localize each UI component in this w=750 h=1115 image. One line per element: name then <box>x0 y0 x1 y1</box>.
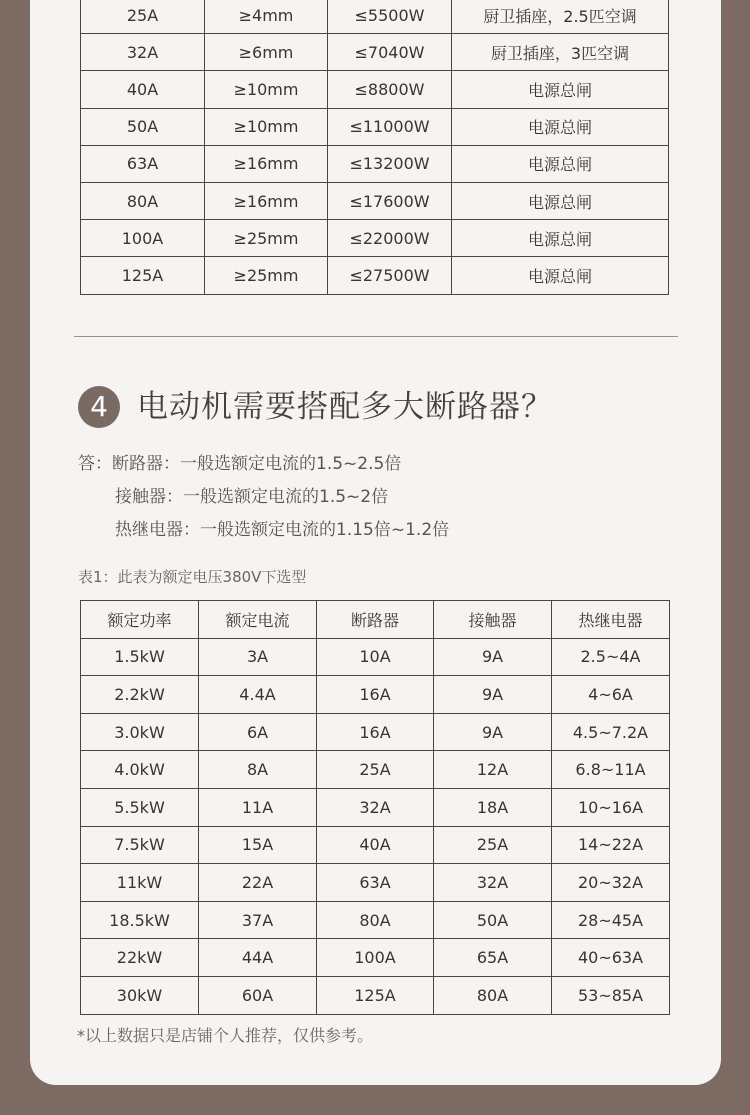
table-row <box>81 751 670 789</box>
table-cell: 8A <box>199 751 317 789</box>
table-cell: 53~85A <box>552 976 670 1014</box>
table-cell: 电源总闸 <box>452 257 669 294</box>
table-cell: 6.8~11A <box>552 751 670 789</box>
table-cell: 18.5kW <box>81 901 199 939</box>
table-cell: 电源总闸 <box>452 108 669 145</box>
table-cell: 28~45A <box>552 901 670 939</box>
table-cell: 80A <box>317 901 434 939</box>
table-cell: 125A <box>317 976 434 1014</box>
table-cell: ≤5500W <box>328 0 452 34</box>
table-row <box>81 901 670 939</box>
table-row <box>81 182 669 219</box>
table-cell: 16A <box>317 676 434 714</box>
table-row <box>81 788 670 826</box>
table-row <box>81 0 669 34</box>
section-title: 电动机需要搭配多大断路器？ <box>137 389 553 425</box>
table-cell: ≥4mm <box>205 0 328 34</box>
table-row <box>81 145 669 182</box>
table-row <box>81 71 669 108</box>
table-cell: ≥25mm <box>205 220 328 257</box>
table-cell: 32A <box>317 788 434 826</box>
motor-breaker-table <box>80 600 670 1015</box>
answer-line-breaker: 答：断路器：一般选额定电流的1.5~2.5倍 <box>78 454 402 474</box>
table-cell: 25A <box>81 0 205 34</box>
table-cell: 9A <box>434 676 552 714</box>
column-header: 额定功率 <box>81 601 199 639</box>
table-cell: 3A <box>199 638 317 676</box>
table-cell: 15A <box>199 826 317 864</box>
table-cell: ≤11000W <box>328 108 452 145</box>
table-row <box>81 864 670 902</box>
table-cell: 14~22A <box>552 826 670 864</box>
table-row <box>81 676 670 714</box>
table-cell: 65A <box>434 939 552 977</box>
table-cell: 40A <box>81 71 205 108</box>
table-cell: ≤17600W <box>328 182 452 219</box>
table-cell: 25A <box>434 826 552 864</box>
table-cell: 100A <box>81 220 205 257</box>
table-cell: 电源总闸 <box>452 71 669 108</box>
table-cell: 4.4A <box>199 676 317 714</box>
table-cell: 4~6A <box>552 676 670 714</box>
section-divider <box>74 336 678 337</box>
table-cell: 9A <box>434 638 552 676</box>
table-cell: 63A <box>317 864 434 902</box>
table-cell: 6A <box>199 713 317 751</box>
column-header: 断路器 <box>317 601 434 639</box>
table-cell: 12A <box>434 751 552 789</box>
table-cell: ≤27500W <box>328 257 452 294</box>
table-cell: ≤7040W <box>328 34 452 71</box>
table-cell: 37A <box>199 901 317 939</box>
table-cell: 2.5~4A <box>552 638 670 676</box>
table-cell: ≥16mm <box>205 145 328 182</box>
table-caption: 表1：此表为额定电压380V下选型 <box>78 568 307 586</box>
table-header-row <box>81 601 670 639</box>
table-cell: 4.0kW <box>81 751 199 789</box>
table-cell: 22A <box>199 864 317 902</box>
table-row <box>81 108 669 145</box>
table-cell: ≥10mm <box>205 108 328 145</box>
table-cell: 电源总闸 <box>452 220 669 257</box>
table-cell: 32A <box>434 864 552 902</box>
answer-line-contactor: 接触器：一般选额定电流的1.5~2倍 <box>115 487 389 507</box>
table-cell: 厨卫插座，3匹空调 <box>452 34 669 71</box>
section-number-badge: 4 <box>78 386 120 428</box>
footnote: *以上数据只是店铺个人推荐，仅供参考。 <box>77 1026 374 1045</box>
table-cell: 3.0kW <box>81 713 199 751</box>
table-cell: 16A <box>317 713 434 751</box>
table-cell: 20~32A <box>552 864 670 902</box>
table-cell: 30kW <box>81 976 199 1014</box>
answer-line-thermal-relay: 热继电器：一般选额定电流的1.15倍~1.2倍 <box>115 520 450 540</box>
table-cell: 22kW <box>81 939 199 977</box>
table-cell: 44A <box>199 939 317 977</box>
table-cell: 10~16A <box>552 788 670 826</box>
table-cell: 40~63A <box>552 939 670 977</box>
table-row <box>81 220 669 257</box>
table-cell: 7.5kW <box>81 826 199 864</box>
table-row <box>81 638 670 676</box>
table-cell: 10A <box>317 638 434 676</box>
table-row <box>81 713 670 751</box>
table-cell: ≥16mm <box>205 182 328 219</box>
table-cell: 18A <box>434 788 552 826</box>
table-cell: 2.2kW <box>81 676 199 714</box>
table-cell: ≥25mm <box>205 257 328 294</box>
table-cell: 32A <box>81 34 205 71</box>
table-cell: 80A <box>434 976 552 1014</box>
table-cell: 厨卫插座，2.5匹空调 <box>452 0 669 34</box>
column-header: 额定电流 <box>199 601 317 639</box>
table-cell: ≤13200W <box>328 145 452 182</box>
table-cell: 60A <box>199 976 317 1014</box>
table-cell: ≤8800W <box>328 71 452 108</box>
table-cell: 40A <box>317 826 434 864</box>
table-cell: 9A <box>434 713 552 751</box>
column-header: 热继电器 <box>552 601 670 639</box>
table-cell: 25A <box>317 751 434 789</box>
table-cell: 电源总闸 <box>452 145 669 182</box>
table-row <box>81 34 669 71</box>
table-cell: ≥10mm <box>205 71 328 108</box>
table-cell: ≥6mm <box>205 34 328 71</box>
table-cell: 电源总闸 <box>452 182 669 219</box>
table-cell: 5.5kW <box>81 788 199 826</box>
table-row <box>81 826 670 864</box>
table-cell: 11A <box>199 788 317 826</box>
table-row <box>81 976 670 1014</box>
table-cell: 63A <box>81 145 205 182</box>
table-cell: 1.5kW <box>81 638 199 676</box>
table-cell: ≤22000W <box>328 220 452 257</box>
table-row <box>81 939 670 977</box>
breaker-selection-table <box>80 0 669 295</box>
table-cell: 125A <box>81 257 205 294</box>
table-row <box>81 257 669 294</box>
table-cell: 50A <box>81 108 205 145</box>
column-header: 接触器 <box>434 601 552 639</box>
table-cell: 50A <box>434 901 552 939</box>
table-cell: 100A <box>317 939 434 977</box>
table-cell: 11kW <box>81 864 199 902</box>
table-cell: 4.5~7.2A <box>552 713 670 751</box>
table-cell: 80A <box>81 182 205 219</box>
